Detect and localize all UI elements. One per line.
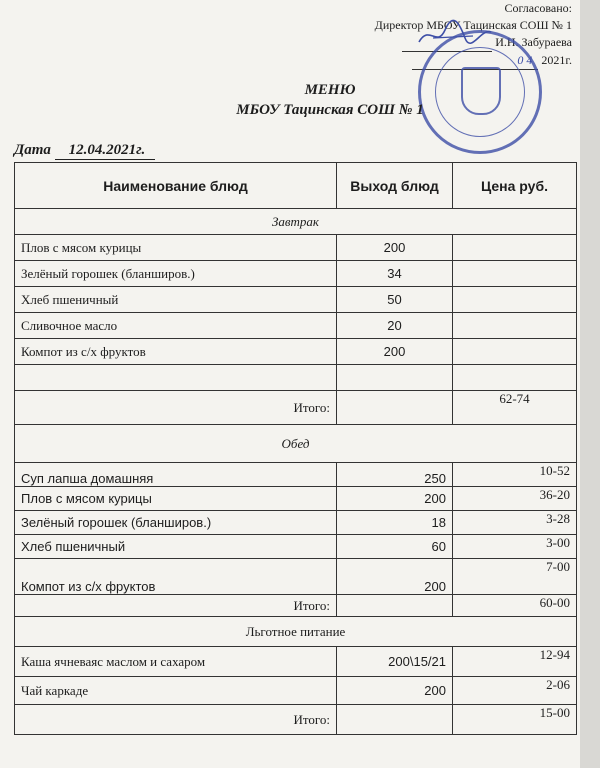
dish-qty: 60 bbox=[337, 535, 453, 559]
total-row-breakfast bbox=[15, 391, 577, 425]
dish-qty: 200 bbox=[337, 559, 453, 595]
total-price: 15-00 bbox=[453, 705, 577, 735]
dish-qty: 250 bbox=[337, 463, 453, 487]
header-name: Наименование блюд bbox=[15, 163, 337, 209]
approval-year: 2021г. bbox=[541, 53, 572, 67]
total-label: Итого: bbox=[15, 705, 337, 735]
table-row bbox=[15, 487, 577, 511]
approval-date-mark: 0 4 bbox=[412, 52, 538, 70]
table-row bbox=[15, 235, 577, 261]
dish-name: Компот из с/х фруктов bbox=[15, 339, 337, 365]
dish-price bbox=[453, 287, 577, 313]
dish-name: Хлеб пшеничный bbox=[15, 287, 337, 313]
dish-price bbox=[453, 339, 577, 365]
dish-name: Зелёный горошек (бланширов.) bbox=[15, 261, 337, 287]
menu-table bbox=[14, 162, 577, 735]
section-row-breakfast bbox=[15, 209, 577, 235]
dish-name: Суп лапша домашняя bbox=[15, 463, 337, 487]
section-title: Обед bbox=[15, 425, 577, 463]
menu-title-line1: МЕНЮ bbox=[304, 82, 356, 98]
date-label: Дата bbox=[14, 142, 51, 158]
table-row bbox=[15, 511, 577, 535]
header-price: Цена руб. bbox=[453, 163, 577, 209]
dish-qty: 200 bbox=[337, 487, 453, 511]
dish-qty: 50 bbox=[337, 287, 453, 313]
menu-date bbox=[14, 142, 155, 160]
menu-title-line2: МБОУ Тацинская СОШ № 1 bbox=[236, 102, 424, 118]
total-price: 60-00 bbox=[453, 595, 577, 617]
dish-name: Плов с мясом курицы bbox=[15, 487, 337, 511]
dish-price bbox=[453, 313, 577, 339]
total-label: Итого: bbox=[15, 391, 337, 425]
dish-price: 3-28 bbox=[453, 511, 577, 535]
dish-price: 12-94 bbox=[453, 647, 577, 677]
empty-row bbox=[15, 365, 577, 391]
dish-name: Каша ячневаяс маслом и сахаром bbox=[15, 647, 337, 677]
table-row bbox=[15, 287, 577, 313]
table-row bbox=[15, 559, 577, 595]
dish-name: Чай каркаде bbox=[15, 677, 337, 705]
table-row bbox=[15, 647, 577, 677]
dish-price: 36-20 bbox=[453, 487, 577, 511]
section-row-lunch bbox=[15, 425, 577, 463]
dish-price bbox=[453, 261, 577, 287]
section-row-preferential bbox=[15, 617, 577, 647]
approval-heading: Согласовано: bbox=[504, 1, 572, 15]
dish-qty: 200 bbox=[337, 677, 453, 705]
table-row bbox=[15, 313, 577, 339]
approval-director-name: И.Н. Забураева bbox=[495, 35, 572, 49]
dish-price: 3-00 bbox=[453, 535, 577, 559]
table-header-row bbox=[15, 163, 577, 209]
total-label: Итого: bbox=[15, 595, 337, 617]
dish-name: Хлеб пшеничный bbox=[15, 535, 337, 559]
table-row bbox=[15, 677, 577, 705]
table-row bbox=[15, 261, 577, 287]
dish-price: 10-52 bbox=[453, 463, 577, 487]
section-title: Льготное питание bbox=[15, 617, 577, 647]
table-row bbox=[15, 463, 577, 487]
dish-price bbox=[453, 235, 577, 261]
total-price: 62-74 bbox=[453, 391, 577, 425]
total-row-lunch bbox=[15, 595, 577, 617]
approval-director: Директор МБОУ Тацинская СОШ № 1 bbox=[374, 18, 572, 32]
table-row bbox=[15, 535, 577, 559]
dish-name: Компот из с/х фруктов bbox=[15, 559, 337, 595]
date-value: 12.04.2021г. bbox=[55, 142, 156, 160]
dish-price: 2-06 bbox=[453, 677, 577, 705]
dish-qty: 18 bbox=[337, 511, 453, 535]
dish-name: Плов с мясом курицы bbox=[15, 235, 337, 261]
dish-qty: 200 bbox=[337, 339, 453, 365]
dish-name: Сливочное масло bbox=[15, 313, 337, 339]
total-row-preferential bbox=[15, 705, 577, 735]
dish-qty: 34 bbox=[337, 261, 453, 287]
dish-qty: 200\15/21 bbox=[337, 647, 453, 677]
table-row bbox=[15, 339, 577, 365]
dish-qty: 20 bbox=[337, 313, 453, 339]
dish-qty: 200 bbox=[337, 235, 453, 261]
dish-name: Зелёный горошек (бланширов.) bbox=[15, 511, 337, 535]
dish-price: 7-00 bbox=[453, 559, 577, 595]
menu-title bbox=[180, 80, 480, 120]
header-qty: Выход блюд bbox=[337, 163, 453, 209]
section-title: Завтрак bbox=[15, 209, 577, 235]
